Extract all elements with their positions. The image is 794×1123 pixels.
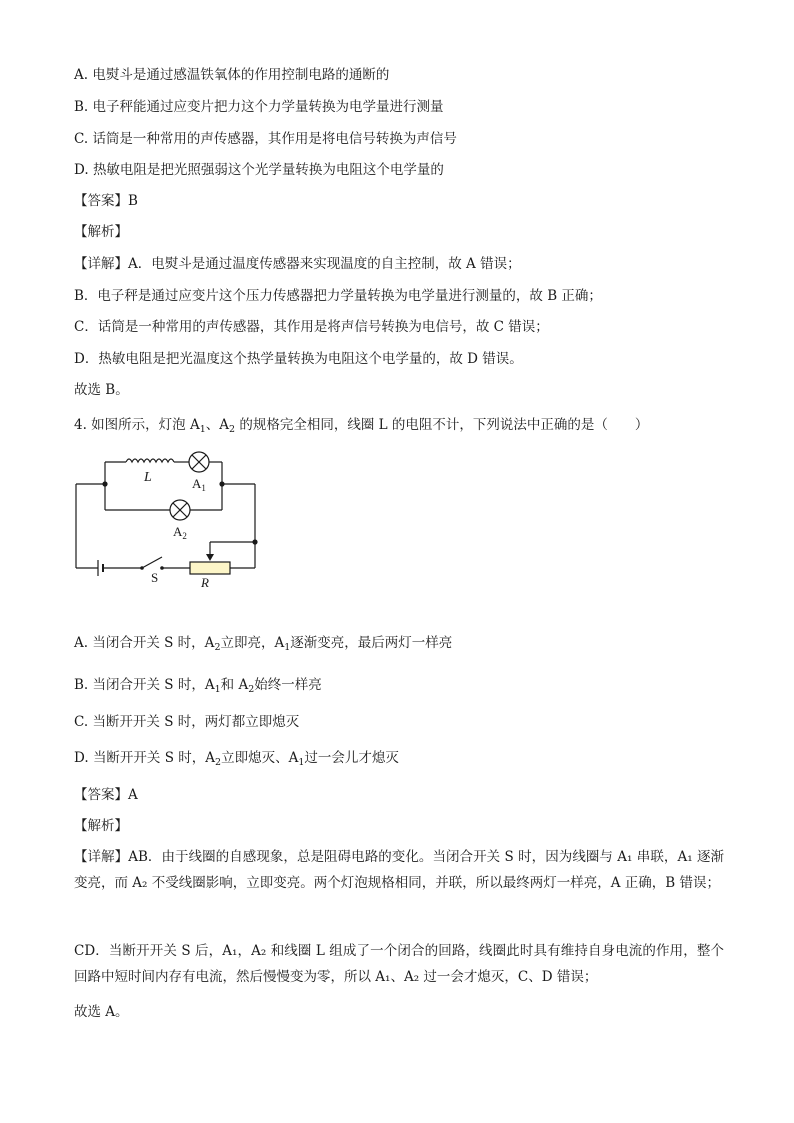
label-r: R: [201, 575, 209, 590]
q3-option-c: C. 话筒是一种常用的声传感器，其作用是将电信号转换为声信号: [74, 131, 457, 147]
junction-dot-left: [102, 481, 107, 486]
q3-conclusion: 故选 B。: [74, 382, 129, 398]
label-l: L: [144, 470, 152, 485]
q3-answer: 【答案】B: [74, 193, 138, 209]
q4-detail-ab: 【详解】AB．由于线圈的自感现象，总是阻碍电路的变化。当闭合开关 S 时，因为线圈与 A₁ 串联，A₁ 逐渐变亮，而 A₂ 不受线圈影响，立即变亮。两个灯泡规格相同，并联，所以最终两灯一样亮，A 正确，B 错误；: [74, 849, 725, 891]
junction-dot-slider: [252, 539, 257, 544]
q3-detail-line-3: C．话筒是一种常用的声传感器，其作用是将声信号转换为电信号，故 C 错误；: [74, 319, 549, 335]
inductor-coil: [126, 459, 174, 462]
q4-stem: 4. 如图所示，灯泡 $A_1$、$A_2$ 的规格完全相同，线圈 L 的电阻不计，下列说法中正确的是（ ）: [74, 417, 649, 435]
q3-detail-line-4: D．热敏电阻是把光温度这个热学量转换为电阻这个电学量的，故 D 错误。: [74, 351, 523, 367]
rheostat-r: [190, 562, 230, 574]
label-a1: $A_1$: [192, 476, 206, 493]
q4-analysis-tag: 【解析】: [74, 818, 128, 834]
q4-option-b: B. 当闭合开关 S 时，$A_1$和 $A_2$始终一样亮: [74, 677, 322, 695]
q3-option-a: A. 电熨斗是通过感温铁氧体的作用控制电路的通断的: [74, 67, 390, 83]
q3-detail-line-2: B．电子秤是通过应变片这个压力传感器把力学量转换为电学量进行测量的，故 B 正确；: [74, 288, 602, 304]
circuit-diagram: [60, 446, 280, 591]
q4-detail-cd: CD．当断开开关 S 后，A₁，A₂ 和线圈 L 组成了一个闭合的回路，线圈此时具有维持自身电流的作用，整个回路中短时间内存有电流，然后慢慢变为零，所以 A₁、A₂ 过一会才熄灭，C、D 错误；: [74, 943, 724, 985]
q4-option-c: C. 当断开开关 S 时，两灯都立即熄灭: [74, 714, 300, 730]
q3-option-d: D. 热敏电阻是把光照强弱这个光学量转换为电阻这个电学量的: [74, 162, 444, 178]
q4-answer: 【答案】A: [74, 787, 138, 803]
slider-arrow: [206, 554, 214, 561]
q3-option-b: B. 电子秤能通过应变片把力这个力学量转换为电学量进行测量: [74, 99, 444, 115]
q4-option-a: A. 当闭合开关 S 时，$A_2$立即亮，$A_1$逐渐变亮，最后两灯一样亮: [74, 635, 453, 653]
label-s: S: [151, 570, 159, 585]
q3-detail-line-1: 【详解】A．电熨斗是通过温度传感器来实现温度的自主控制，故 A 错误；: [74, 256, 521, 272]
q4-conclusion: 故选 A。: [74, 1004, 129, 1020]
q4-option-d: D. 当断开开关 S 时，$A_2$立即熄灭、$A_1$过一会儿才熄灭: [74, 750, 399, 768]
label-a2: $A_2$: [173, 524, 187, 541]
junction-dot-right: [219, 481, 224, 486]
q3-analysis-tag: 【解析】: [74, 224, 128, 240]
switch-s: [142, 557, 162, 568]
